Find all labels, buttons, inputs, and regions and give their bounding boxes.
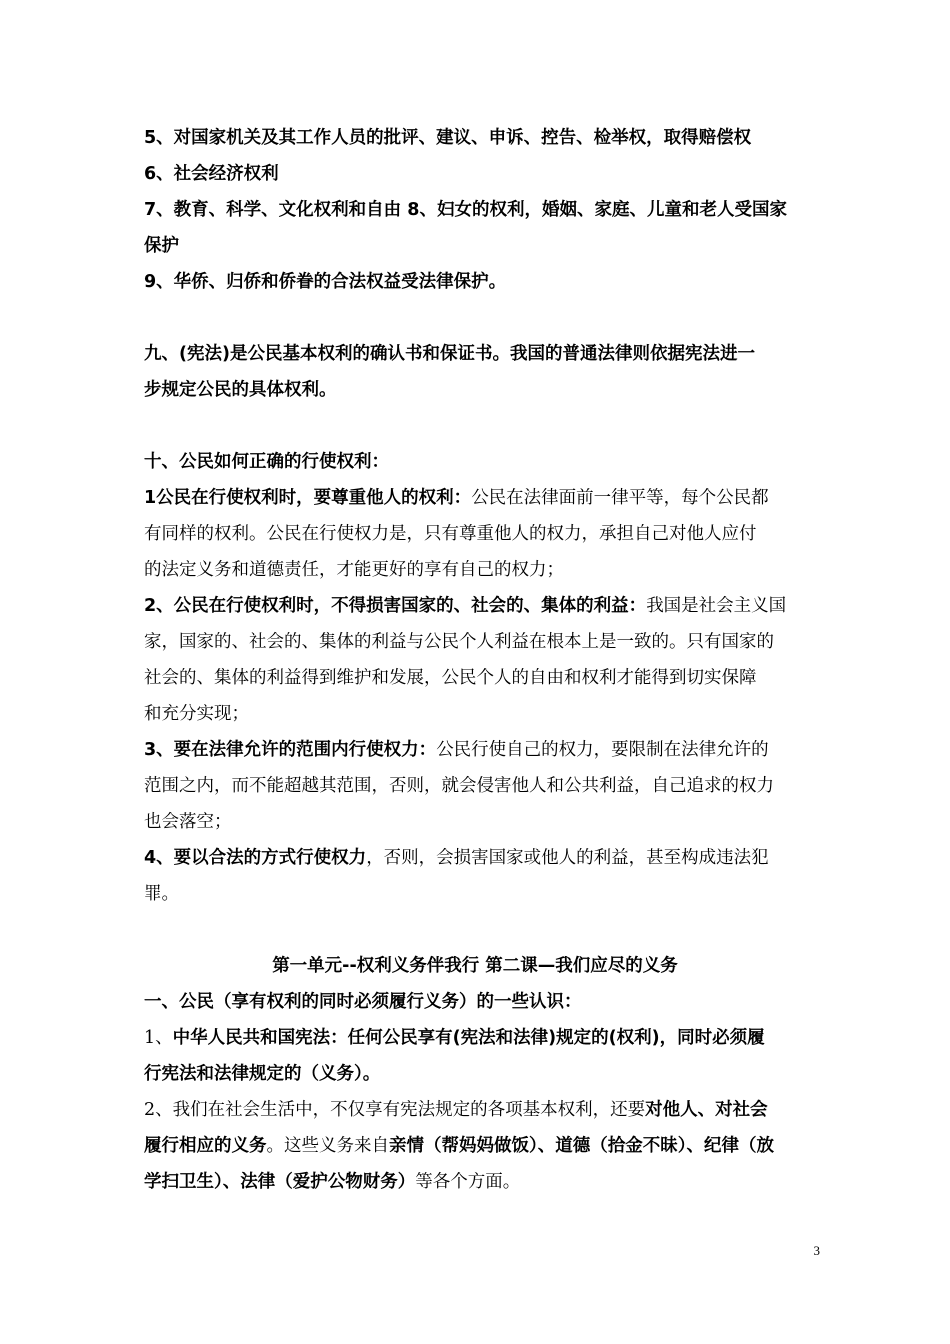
text-line: 2、我们在社会生活中，不仅享有宪法规定的各项基本权利，还要对他人、对社会	[144, 1100, 768, 1120]
text-line: 1公民在行使权利时，要尊重他人的权利：公民在法律面前一律平等，每个公民都	[144, 488, 769, 508]
text-line: 十、公民如何正确的行使权利：	[144, 452, 389, 472]
text-line: 保护	[144, 236, 179, 256]
section-heading: 第一单元--权利义务伴我行 第二课—我们应尽的义务	[272, 956, 678, 976]
text-line: 6、社会经济权利	[144, 164, 279, 184]
text-line: 9、华侨、归侨和侨眷的合法权益受法律保护。	[144, 272, 507, 292]
text-line: 行宪法和法律规定的（义务）。	[144, 1064, 381, 1084]
text-line: 家，国家的、社会的、集体的利益与公民个人利益在根本上是一致的。只有国家的	[144, 632, 774, 652]
text-line: 也会落空；	[144, 812, 232, 832]
text-line: 学扫卫生）、法律（爱护公物财务）等各个方面。	[144, 1172, 521, 1192]
text-line: 有同样的权利。公民在行使权力是，只有尊重他人的权力，承担自己对他人应付	[144, 524, 757, 544]
text-line: 的法定义务和道德责任，才能更好的享有自己的权力；	[144, 560, 564, 580]
text-line: 社会的、集体的利益得到维护和发展，公民个人的自由和权利才能得到切实保障	[144, 668, 757, 688]
text-line: 3、要在法律允许的范围内行使权力：公民行使自己的权力，要限制在法律允许的	[144, 740, 769, 760]
text-line: 4、要以合法的方式行使权力，否则，会损害国家或他人的利益，甚至构成违法犯	[144, 848, 769, 868]
text-line: 7、教育、科学、文化权利和自由 8、妇女的权利，婚姻、家庭、儿童和老人受国家	[144, 200, 787, 220]
text-line: 罪。	[144, 884, 179, 904]
text-line: 和充分实现；	[144, 704, 249, 724]
page-number: 3	[813, 1243, 820, 1258]
text-line: 5、对国家机关及其工作人员的批评、建议、申诉、控告、检举权，取得赔偿权	[144, 128, 752, 148]
text-line: 九、(宪法)是公民基本权利的确认书和保证书。我国的普通法律则依据宪法进一	[144, 344, 755, 364]
text-line: 一、公民（享有权利的同时必须履行义务）的一些认识：	[144, 992, 582, 1012]
text-line: 2、公民在行使权利时，不得损害国家的、社会的、集体的利益：我国是社会主义国	[144, 596, 787, 616]
text-line: 履行相应的义务。这些义务来自亲情（帮妈妈做饭）、道德（拾金不昧）、纪律（放	[144, 1136, 774, 1156]
text-line: 1、中华人民共和国宪法：任何公民享有(宪法和法律)规定的(权利)，同时必须履	[144, 1028, 765, 1048]
text-line: 步规定公民的具体权利。	[144, 380, 337, 400]
text-line: 范围之内，而不能超越其范围，否则，就会侵害他人和公共利益，自己追求的权力	[144, 776, 774, 796]
